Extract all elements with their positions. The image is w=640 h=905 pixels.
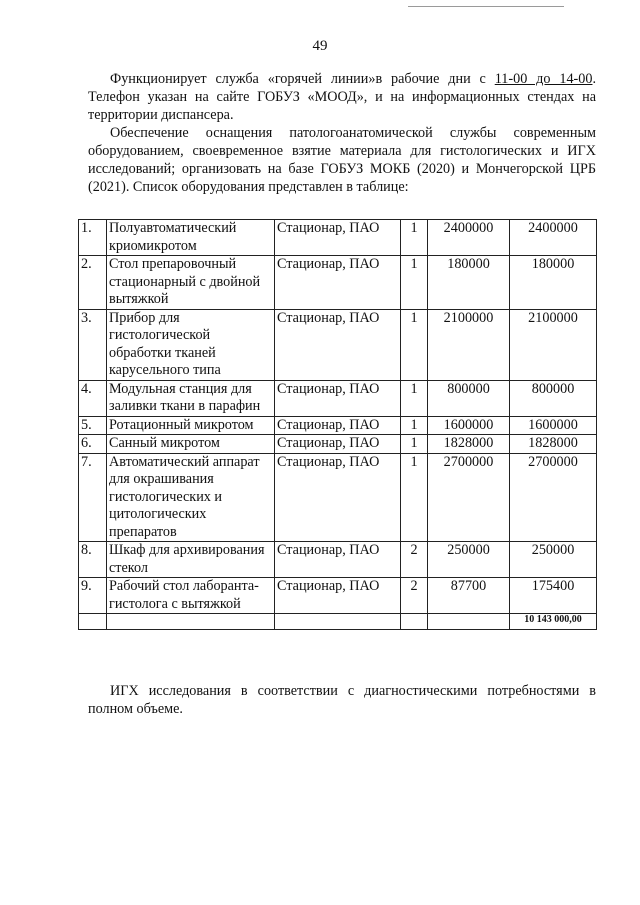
- hotline-paragraph: [88, 70, 596, 124]
- unit-price-cell: 1600000: [428, 416, 510, 435]
- equipment-name-cell: Полуавтоматический криомикротом: [107, 220, 275, 256]
- row-number-cell: 8.: [79, 542, 107, 578]
- equipment-name-cell: Прибор для гистологической обработки тканей карусельного типа: [107, 309, 275, 380]
- quantity-cell: 1: [401, 435, 428, 454]
- quantity-cell: 2: [401, 542, 428, 578]
- equipment-table: [78, 219, 597, 630]
- equipment-table-body: [79, 220, 597, 630]
- empty-cell: [107, 614, 275, 630]
- unit-price-cell: 180000: [428, 256, 510, 310]
- quantity-cell: 2: [401, 578, 428, 614]
- unit-price-cell: 250000: [428, 542, 510, 578]
- table-row: [79, 416, 597, 435]
- equipment-intro-text: Обеспечение оснащения патологоанатомической службы современным оборудованием, своевременное взятие материала для гистологических и ИГХ исследований; организовать на базе ГОБУЗ МОКБ (2020) и Мончегорской ЦРБ (2021). Список оборудования представлен в таблице:: [88, 125, 596, 195]
- table-row: [79, 453, 597, 542]
- igh-paragraph: [88, 682, 596, 718]
- row-number-cell: 1.: [79, 220, 107, 256]
- hotline-text-start: Функционирует служба «горячей линии»в рабочие дни с: [110, 71, 495, 87]
- row-number-cell: 7.: [79, 453, 107, 542]
- row-number-cell: 4.: [79, 380, 107, 416]
- unit-price-cell: 2700000: [428, 453, 510, 542]
- empty-cell: [428, 614, 510, 630]
- table-total-row: [79, 614, 597, 630]
- location-cell: Стационар, ПАО: [275, 309, 401, 380]
- table-row: [79, 309, 597, 380]
- total-cost-cell: 180000: [510, 256, 597, 310]
- grand-total-cell: 10 143 000,00: [510, 614, 597, 630]
- total-cost-cell: 2400000: [510, 220, 597, 256]
- location-cell: Стационар, ПАО: [275, 416, 401, 435]
- unit-price-cell: 2400000: [428, 220, 510, 256]
- unit-price-cell: 87700: [428, 578, 510, 614]
- location-cell: Стационар, ПАО: [275, 542, 401, 578]
- page-number: 49: [312, 38, 328, 54]
- quantity-cell: 1: [401, 453, 428, 542]
- total-cost-cell: 250000: [510, 542, 597, 578]
- table-row: [79, 542, 597, 578]
- location-cell: Стационар, ПАО: [275, 220, 401, 256]
- row-number-cell: 6.: [79, 435, 107, 454]
- table-row: [79, 380, 597, 416]
- row-number-cell: 5.: [79, 416, 107, 435]
- empty-cell: [79, 614, 107, 630]
- equipment-name-cell: Автоматический аппарат для окрашивания гистологических и цитологических препаратов: [107, 453, 275, 542]
- total-cost-cell: 800000: [510, 380, 597, 416]
- quantity-cell: 1: [401, 416, 428, 435]
- row-number-cell: 9.: [79, 578, 107, 614]
- row-number-cell: 3.: [79, 309, 107, 380]
- equipment-intro-paragraph: [88, 124, 596, 196]
- hotline-hours: 11-00 до 14-00: [494, 71, 593, 87]
- quantity-cell: 1: [401, 380, 428, 416]
- quantity-cell: 1: [401, 309, 428, 380]
- equipment-name-cell: Санный микротом: [107, 435, 275, 454]
- hotline-text-end: . Телефон указан на сайте ГОБУЗ «МООД», и на информационных стендах на территории диспансера.: [88, 71, 597, 123]
- empty-cell: [401, 614, 428, 630]
- equipment-name-cell: Модульная станция для заливки ткани в парафин: [107, 380, 275, 416]
- total-cost-cell: 175400: [510, 578, 597, 614]
- row-number-cell: 2.: [79, 256, 107, 310]
- empty-cell: [275, 614, 401, 630]
- total-cost-cell: 2700000: [510, 453, 597, 542]
- location-cell: Стационар, ПАО: [275, 435, 401, 454]
- total-cost-cell: 1600000: [510, 416, 597, 435]
- location-cell: Стационар, ПАО: [275, 578, 401, 614]
- table-row: [79, 220, 597, 256]
- table-row: [79, 578, 597, 614]
- equipment-name-cell: Стол препаровочный стационарный с двойной вытяжкой: [107, 256, 275, 310]
- table-row: [79, 435, 597, 454]
- unit-price-cell: 1828000: [428, 435, 510, 454]
- equipment-name-cell: Рабочий стол лаборанта-гистолога с вытяжкой: [107, 578, 275, 614]
- unit-price-cell: 2100000: [428, 309, 510, 380]
- igh-text: ИГХ исследования в соответствии с диагностическими потребностями в полном объеме.: [88, 683, 596, 717]
- equipment-name-cell: Шкаф для архивирования стекол: [107, 542, 275, 578]
- equipment-name-cell: Ротационный микротом: [107, 416, 275, 435]
- location-cell: Стационар, ПАО: [275, 453, 401, 542]
- header-rule: [408, 6, 564, 7]
- quantity-cell: 1: [401, 220, 428, 256]
- table-row: [79, 256, 597, 310]
- total-cost-cell: 1828000: [510, 435, 597, 454]
- location-cell: Стационар, ПАО: [275, 256, 401, 310]
- unit-price-cell: 800000: [428, 380, 510, 416]
- quantity-cell: 1: [401, 256, 428, 310]
- total-cost-cell: 2100000: [510, 309, 597, 380]
- location-cell: Стационар, ПАО: [275, 380, 401, 416]
